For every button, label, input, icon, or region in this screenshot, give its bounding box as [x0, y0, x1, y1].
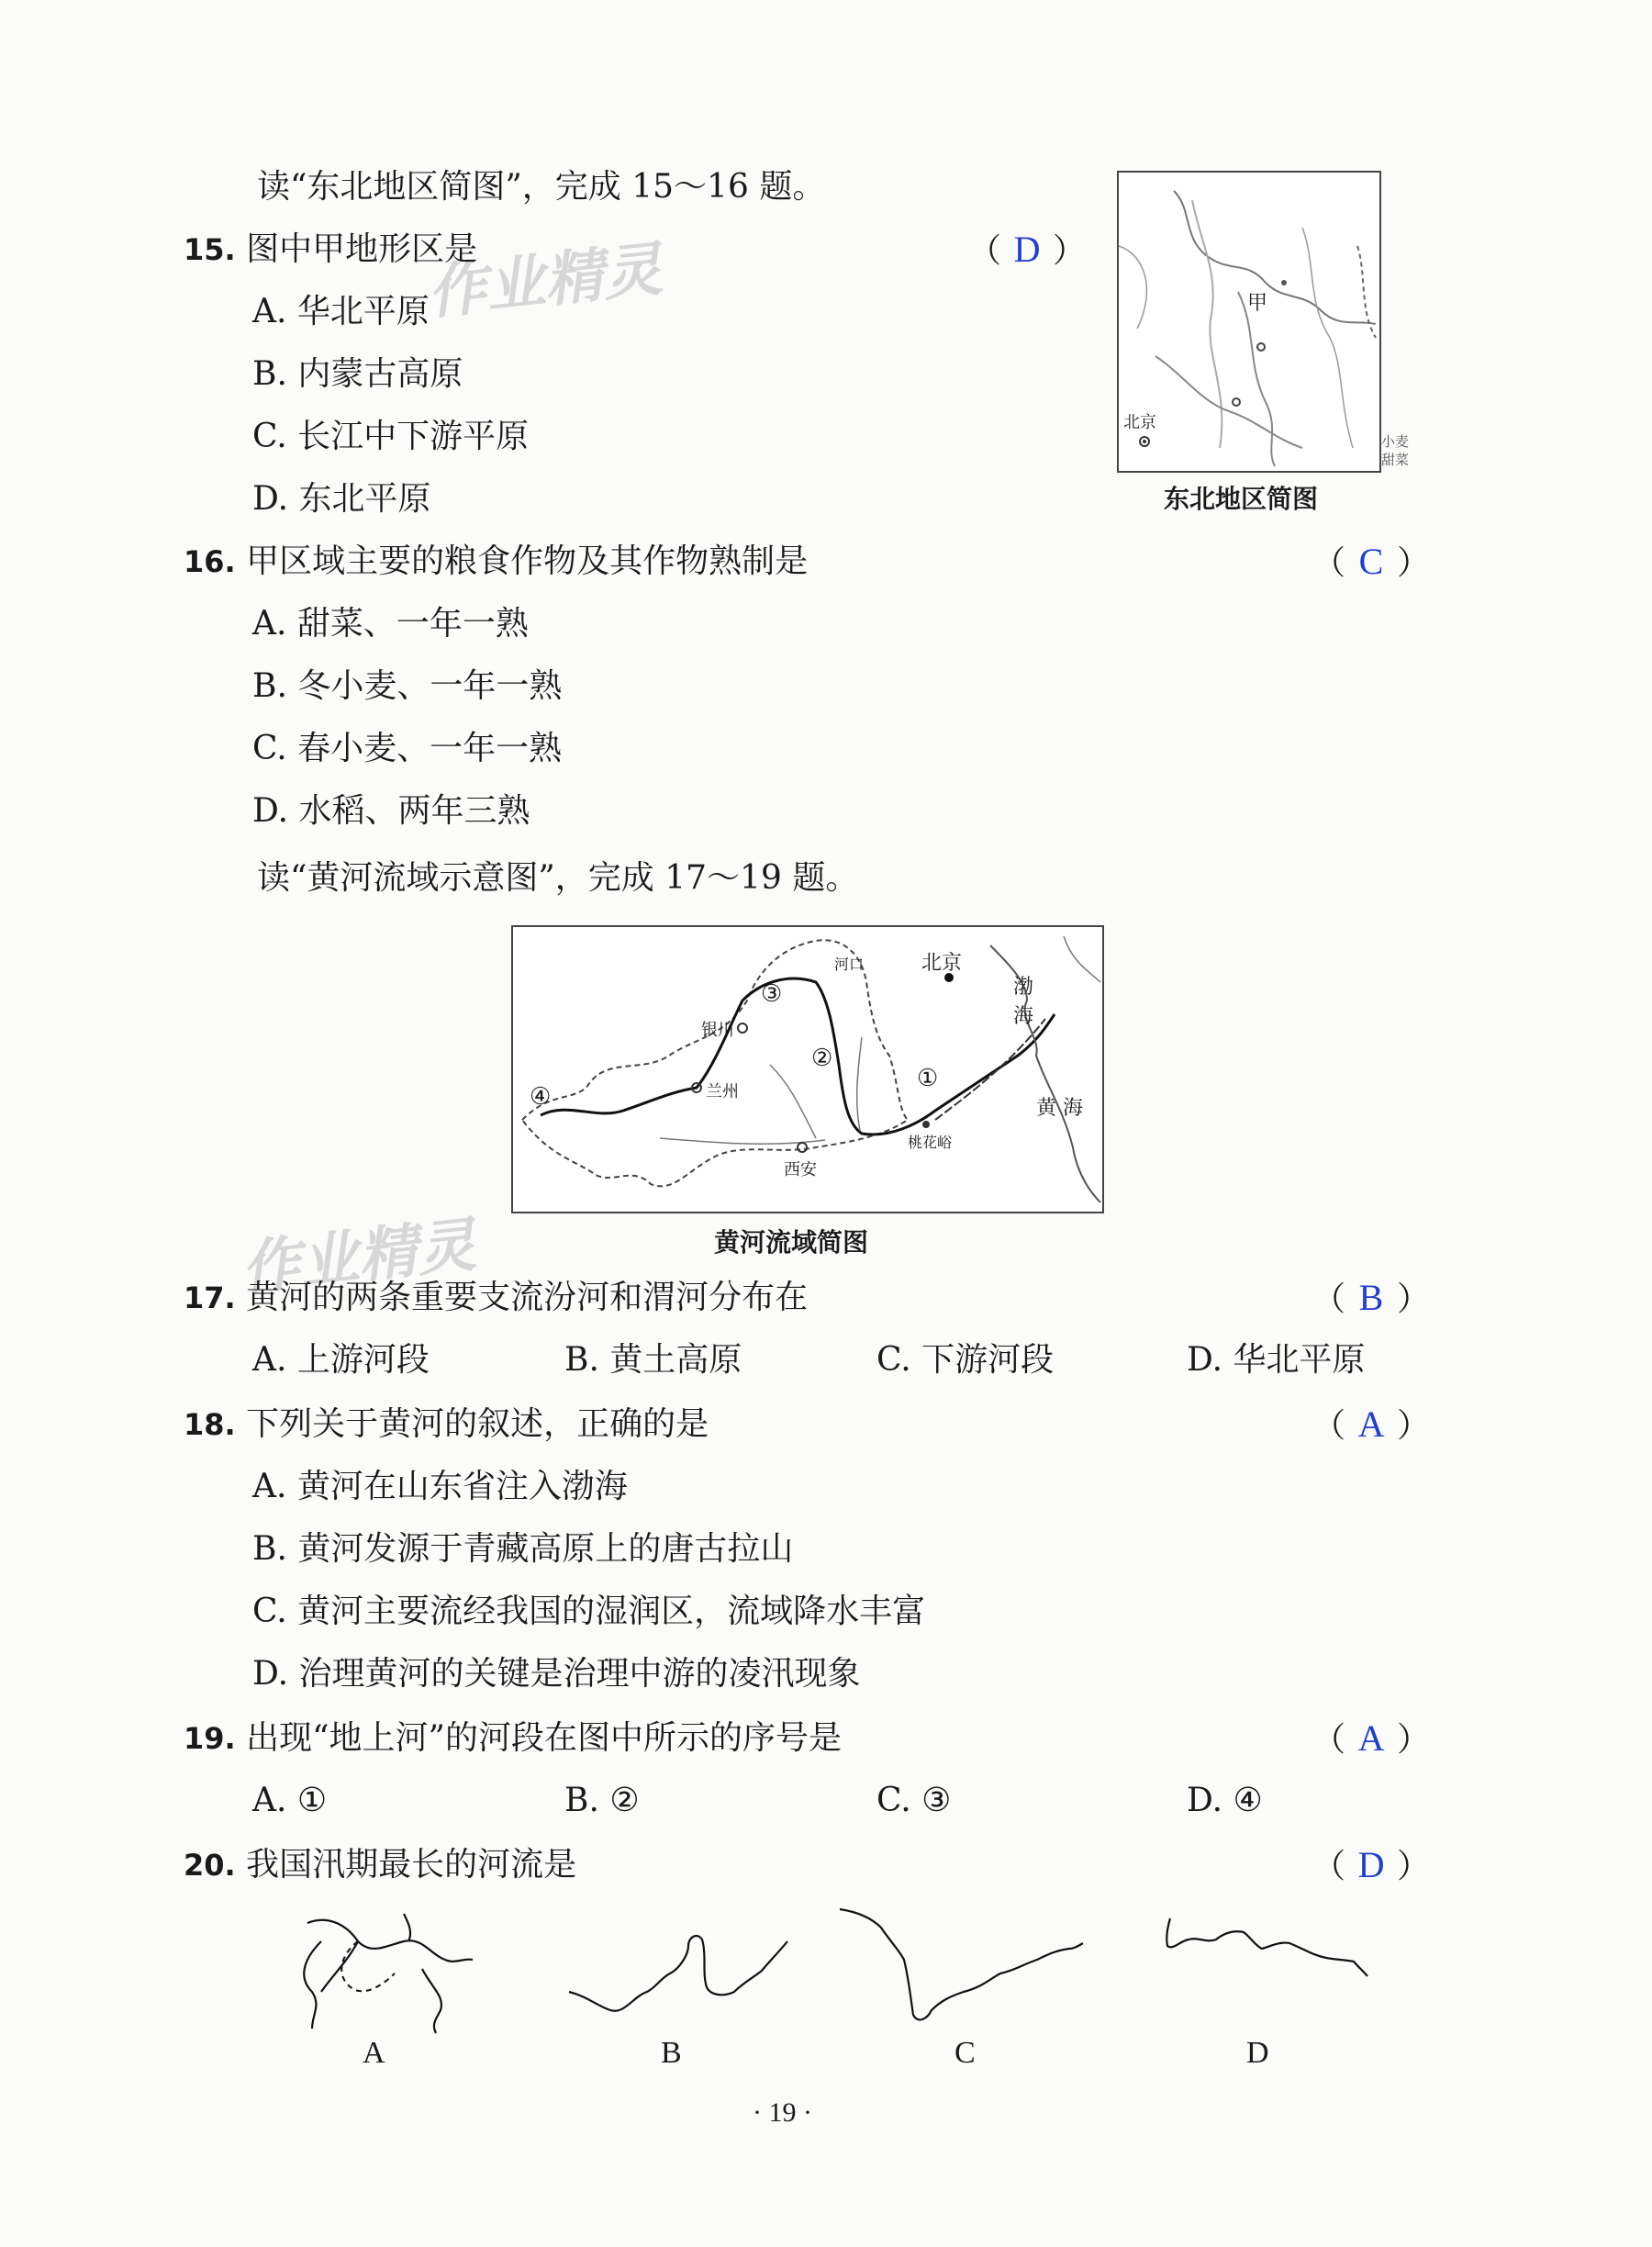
map2-label-yinchuan: 银川	[701, 1021, 734, 1040]
question-stem: 出现“地上河”的河段在图中所示的序号是	[246, 1719, 842, 1757]
map2-label-huanghai: 黄 海	[1036, 1097, 1083, 1120]
option-16-d[interactable]: D. 水稻、两年三熟	[252, 792, 530, 830]
answer-20: （ D ）	[1312, 1844, 1431, 1885]
option-18-a[interactable]: A. 黄河在山东省注入渤海	[252, 1468, 628, 1505]
option-17-c[interactable]: C. 下游河段	[876, 1341, 1055, 1379]
northeast-map-drawing	[1119, 173, 1379, 471]
answer-18: （ A ）	[1312, 1403, 1431, 1445]
answer-17: （ B ）	[1312, 1277, 1431, 1318]
river-label-d[interactable]: D	[1246, 2036, 1269, 2070]
question-stem: 下列关于黄河的叙述，正确的是	[246, 1405, 709, 1443]
map2-caption: 黄河流域简图	[714, 1227, 869, 1258]
answer-16: （ C ）	[1312, 541, 1431, 582]
option-19-d[interactable]: D. ④	[1187, 1782, 1263, 1819]
question-stem: 黄河的两条重要支流汾河和渭河分布在	[246, 1279, 809, 1316]
map2-label-hekou: 河口	[834, 956, 865, 973]
option-16-a[interactable]: A. 甜菜、一年一熟	[252, 605, 529, 643]
option-17-d[interactable]: D. 华北平原	[1187, 1341, 1366, 1379]
map2-label-huayuankou: 桃花峪	[908, 1134, 953, 1151]
question-20	[184, 1845, 576, 1885]
option-18-b[interactable]: B. 黄河发源于青藏高原上的唐古拉山	[252, 1530, 794, 1568]
watermark-mid: 作业精灵	[238, 1211, 479, 1304]
option-16-b[interactable]: B. 冬小麦、一年一熟	[252, 667, 563, 705]
river-label-c[interactable]: C	[954, 2036, 976, 2070]
question-17	[184, 1278, 808, 1318]
question-18	[184, 1404, 709, 1445]
map1-caption: 东北地区简图	[1164, 484, 1319, 514]
option-19-a[interactable]: A. ①	[252, 1782, 328, 1819]
river-sketch-b	[569, 1936, 787, 2011]
map2-marker-3: ③	[761, 980, 783, 1008]
intro-northeast: 读“东北地区简图”，完成 15～16 题。	[257, 168, 826, 206]
option-16-c[interactable]: C. 春小麦、一年一熟	[252, 730, 563, 767]
option-15-a[interactable]: A. 华北平原	[252, 293, 430, 330]
map1-label-beijing: 北京	[1123, 413, 1156, 432]
option-19-c[interactable]: C. ③	[876, 1782, 952, 1819]
question-16	[184, 542, 808, 582]
answer-19: （ A ）	[1312, 1717, 1431, 1759]
option-18-d[interactable]: D. 治理黄河的关键是治理中游的凌汛现象	[252, 1655, 861, 1693]
question-stem: 我国汛期最长的河流是	[246, 1846, 577, 1884]
option-17-b[interactable]: B. 黄土高原	[564, 1341, 742, 1379]
option-18-c[interactable]: C. 黄河主要流经我国的湿润区，流域降水丰富	[252, 1593, 926, 1630]
answer-value: D	[1013, 229, 1041, 270]
river-label-a[interactable]: A	[363, 2036, 385, 2070]
question-stem: 图中甲地形区是	[246, 230, 478, 268]
map2-marker-4: ④	[530, 1083, 552, 1111]
option-19-b[interactable]: B. ②	[564, 1782, 640, 1819]
watermark-top: 作业精灵	[424, 235, 665, 329]
map2-label-lanzhou: 兰州	[706, 1082, 739, 1101]
question-number: 15.	[184, 232, 236, 267]
answer-value: C	[1358, 541, 1384, 582]
river-sketch-a-dashed	[341, 1941, 395, 1991]
option-17-a[interactable]: A. 上游河段	[252, 1341, 430, 1379]
map1-label-jia: 甲	[1247, 292, 1268, 315]
river-sketches	[285, 1905, 1386, 2042]
map1-legend-1: 小麦	[1381, 433, 1410, 450]
map2-marker-2: ②	[811, 1045, 833, 1072]
option-15-b[interactable]: B. 内蒙古高原	[252, 355, 463, 393]
map2-label-beijing: 北京	[921, 952, 963, 975]
page-number: · 19 ·	[753, 2097, 812, 2128]
question-number: 18.	[184, 1407, 236, 1442]
map2-label-bohai: 渤海	[1013, 976, 1034, 1028]
question-19	[184, 1718, 842, 1759]
river-label-b[interactable]: B	[661, 2036, 682, 2070]
question-number: 20.	[184, 1848, 236, 1883]
map1-legend-2: 甜菜	[1381, 452, 1410, 468]
question-stem: 甲区域主要的粮食作物及其作物熟制是	[246, 542, 809, 580]
answer-value: D	[1357, 1844, 1385, 1885]
answer-value: B	[1358, 1277, 1384, 1318]
answer-value: A	[1357, 1403, 1385, 1445]
question-number: 17.	[184, 1280, 236, 1315]
northeast-map	[1117, 171, 1381, 473]
option-15-d[interactable]: D. 东北平原	[252, 480, 431, 518]
question-15	[184, 229, 477, 270]
intro-yellow-river: 读“黄河流域示意图”，完成 17～19 题。	[257, 859, 859, 897]
question-number: 16.	[184, 544, 236, 579]
question-number: 19.	[184, 1721, 236, 1756]
river-sketch-c	[840, 1909, 1083, 2019]
river-sketch-a	[304, 1914, 473, 2033]
map2-marker-1: ①	[917, 1065, 939, 1092]
map2-label-xian: 西安	[784, 1160, 817, 1179]
answer-value: A	[1357, 1717, 1385, 1759]
river-sketch-d	[1166, 1918, 1367, 1976]
option-15-c[interactable]: C. 长江中下游平原	[252, 418, 530, 455]
answer-15: （ D ）	[968, 229, 1087, 270]
yellow-river-map	[511, 925, 1104, 1213]
